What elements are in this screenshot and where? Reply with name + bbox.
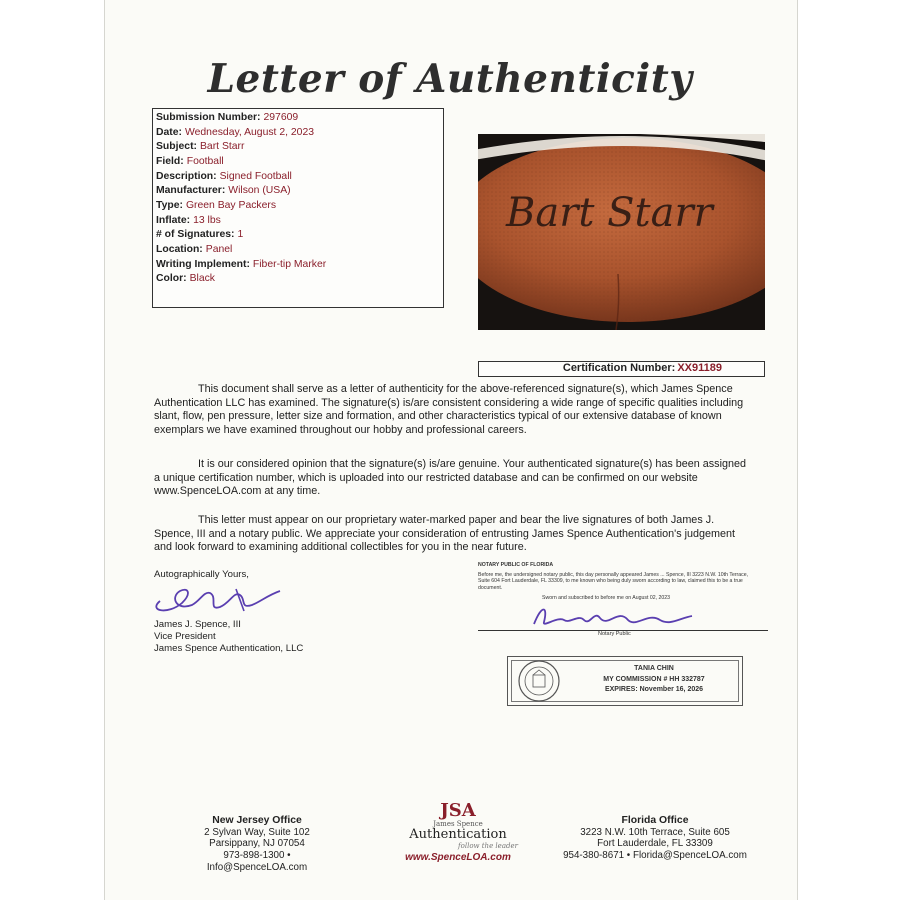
fl-office-line: 3223 N.W. 10th Terrace, Suite 605 bbox=[580, 826, 730, 838]
logo-mark: JSA bbox=[440, 800, 476, 821]
stamp-name: TANIA CHIN bbox=[634, 665, 674, 672]
detail-value: Wednesday, August 2, 2023 bbox=[184, 126, 314, 138]
detail-row bbox=[156, 155, 443, 170]
detail-value: Panel bbox=[205, 243, 233, 255]
detail-row bbox=[156, 184, 443, 199]
spence-signature bbox=[148, 581, 288, 617]
detail-row bbox=[156, 272, 443, 287]
fl-office bbox=[552, 815, 758, 862]
paragraph-text: It is our considered opinion that the signature(s) is/are genuine. Your authenticated signature(s) has been assigned a unique certification number, which is uploaded into our restricted database and can be confirmed on our website www.SpenceLOA.com at any time. bbox=[154, 458, 746, 498]
detail-value: Fiber-tip Marker bbox=[252, 258, 327, 270]
detail-row bbox=[156, 258, 443, 273]
signer-name: James J. Spence, III bbox=[154, 619, 241, 630]
certification-label: Certification Number: bbox=[562, 362, 676, 374]
nj-office bbox=[172, 815, 342, 874]
detail-value: Football bbox=[186, 155, 224, 167]
detail-label: Date: bbox=[156, 126, 182, 138]
logo-name: Authentication bbox=[409, 827, 507, 842]
detail-value: Bart Starr bbox=[200, 141, 245, 153]
detail-label: Type: bbox=[156, 199, 183, 211]
detail-row bbox=[156, 214, 443, 229]
logo-tagline: follow the leader bbox=[458, 842, 518, 850]
notary-header: NOTARY PUBLIC OF FLORIDA bbox=[478, 562, 554, 568]
detail-label: Writing Implement: bbox=[156, 258, 250, 270]
notary-seal-icon bbox=[517, 659, 561, 703]
notary-signature bbox=[528, 602, 698, 630]
detail-label: Subject: bbox=[156, 141, 197, 153]
detail-label: Location: bbox=[156, 243, 203, 255]
detail-value: Wilson (USA) bbox=[228, 185, 291, 197]
detail-label: Inflate: bbox=[156, 214, 191, 226]
paragraph-1 bbox=[154, 383, 754, 437]
logo-sub: James Spence bbox=[433, 820, 483, 828]
notary-block bbox=[478, 562, 768, 638]
detail-row bbox=[156, 126, 443, 141]
notary-sig-label: Notary Public bbox=[478, 630, 768, 638]
detail-row bbox=[156, 243, 443, 258]
jsa-logo bbox=[388, 802, 528, 874]
detail-label: # of Signatures: bbox=[156, 229, 235, 241]
fl-office-line: 954-380-8671 • Florida@SpenceLOA.com bbox=[563, 850, 747, 862]
stamp-text bbox=[574, 664, 734, 696]
certification-box bbox=[478, 361, 765, 377]
detail-value: Black bbox=[189, 273, 216, 285]
detail-label: Field: bbox=[156, 155, 184, 167]
details-box bbox=[152, 108, 444, 308]
detail-row bbox=[156, 199, 443, 214]
nj-office-line: 973-898-1300 • Info@SpenceLOA.com bbox=[206, 850, 308, 873]
logo-url: www.SpenceLOA.com bbox=[405, 852, 511, 863]
detail-value: 297609 bbox=[263, 112, 299, 123]
paragraph-text: This document shall serve as a letter of authenticity for the above-referenced signature(s), which James Spence Authentication LLC has examined. The signature(s) is/are consistent considering a wide range of specific qualities including slant, flow, pen pressure, letter size and formation, and other characteristics typical of our extensive database of known exemplars we have examined throughout our hobby and professional careers. bbox=[154, 383, 744, 436]
signer-role: Vice President bbox=[154, 631, 216, 642]
letter-title: Letter of Authenticity bbox=[207, 56, 693, 102]
football-illustration bbox=[478, 134, 765, 330]
stamp-commission: MY COMMISSION # HH 332787 bbox=[603, 675, 705, 683]
signoff-block bbox=[154, 569, 414, 655]
paragraph-3 bbox=[154, 514, 754, 555]
detail-label: Description: bbox=[156, 170, 217, 182]
detail-value: 13 lbs bbox=[193, 214, 221, 226]
detail-value: Green Bay Packers bbox=[185, 199, 277, 211]
nj-office-line: 2 Sylvan Way, Suite 102 bbox=[204, 826, 310, 838]
notary-sworn: Sworn and subscribed to before me on August 02, 2023 bbox=[542, 595, 671, 602]
detail-label: Manufacturer: bbox=[156, 185, 226, 197]
certification-number: XX91189 bbox=[677, 362, 722, 374]
football-signature: Bart Starr bbox=[506, 190, 713, 236]
signoff-closing: Autographically Yours, bbox=[154, 569, 249, 580]
detail-row bbox=[156, 111, 443, 126]
detail-label: Color: bbox=[156, 273, 187, 285]
detail-row bbox=[156, 170, 443, 185]
football-photo bbox=[478, 134, 765, 330]
detail-value: 1 bbox=[237, 229, 244, 241]
notary-statement: Before me, the undersigned notary public, this day personally appeared James ... Spence, III 3223 N.W. 10th Terrace, Suite 604 Fort Lauderdale, FL 33309, to me known who being duly sworn according to law, claimed this to be a true document. bbox=[478, 571, 749, 591]
paragraph-text: This letter must appear on our proprietary water-marked paper and bear the live signatures of both James J. Spence, III and a notary public. We appreciate your consideration of entrusting James Spence Authentication's judgement and look forward to examining additional collectibles for you in the near future. bbox=[154, 514, 736, 554]
notary-stamp bbox=[507, 656, 743, 706]
stamp-expires: EXPIRES: November 16, 2026 bbox=[604, 686, 704, 693]
detail-label: Submission Number: bbox=[156, 112, 261, 123]
fl-office-line: Fort Lauderdale, FL 33309 bbox=[597, 838, 713, 850]
detail-row bbox=[156, 140, 443, 155]
paragraph-2 bbox=[154, 458, 754, 499]
fl-office-heading: Florida Office bbox=[621, 815, 689, 826]
nj-office-heading: New Jersey Office bbox=[212, 815, 302, 826]
nj-office-line: Parsippany, NJ 07054 bbox=[209, 838, 305, 850]
signer-company: James Spence Authentication, LLC bbox=[154, 643, 304, 654]
detail-value: Signed Football bbox=[219, 170, 292, 182]
detail-row bbox=[156, 228, 443, 243]
